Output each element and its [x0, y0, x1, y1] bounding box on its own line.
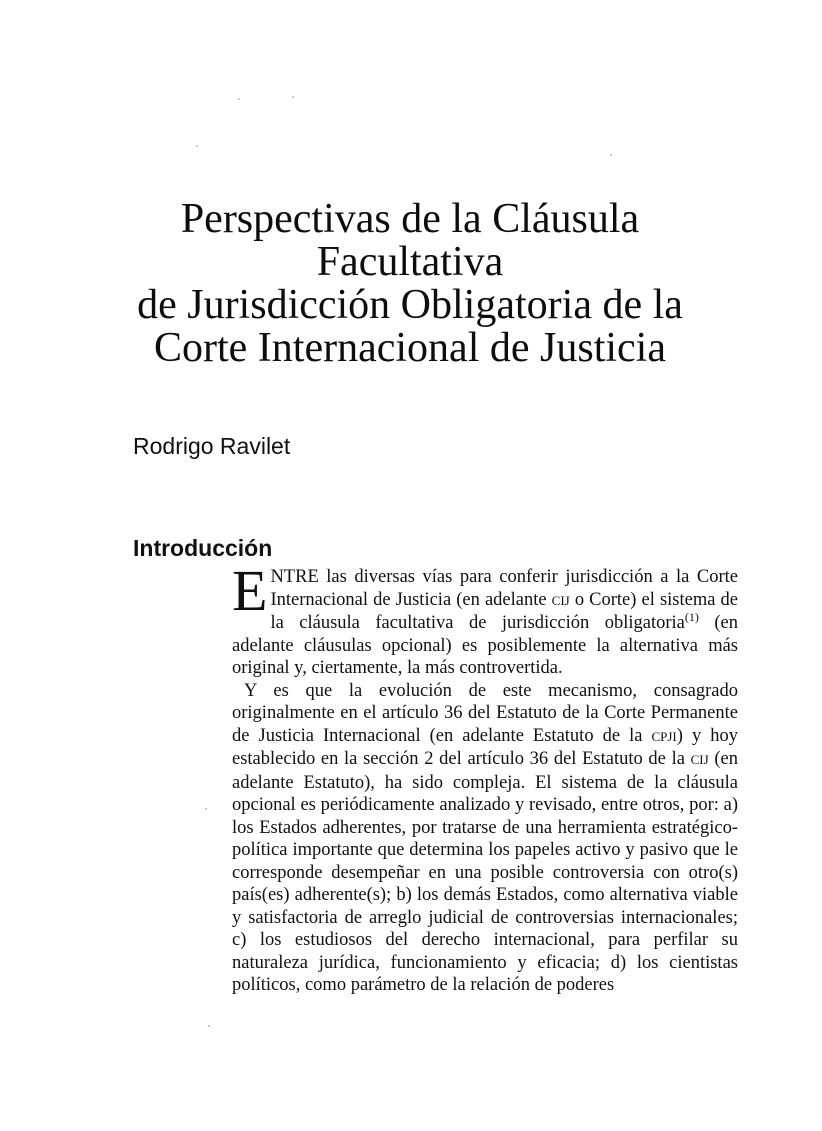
- title-line: de Jurisdicción Obligatoria de la: [137, 282, 683, 328]
- scan-speck: [205, 808, 207, 810]
- scan-speck: [238, 98, 240, 100]
- scan-speck: [292, 96, 294, 98]
- title-line: Corte Internacional de Justicia: [154, 325, 666, 371]
- paragraph: [232, 680, 738, 997]
- paragraph-text: (en adelante cláusulas opcional) es posiblemente la alternativa más original y, ciertamente, la más controvertida.: [232, 613, 738, 678]
- abbreviation: CIJ: [551, 592, 570, 608]
- paragraph-text: ) y hoy establecido en la sección 2 del artículo 36 del Estatuto de la: [232, 725, 738, 769]
- drop-cap: E: [232, 558, 268, 623]
- scan-speck: [610, 154, 612, 156]
- abbreviation: CIJ: [690, 752, 709, 767]
- title-line: Perspectivas de la Cláusula: [180, 196, 640, 242]
- section-heading: Introducción: [133, 535, 273, 561]
- abbreviation: CPJI: [651, 728, 677, 744]
- scan-speck: [196, 145, 198, 147]
- paragraph-text: Y es que la evolución de este mecanismo, consagrado originalmente en el artículo 36 del Estatuto de la Corte Permanente de Justicia Internacional (en adelante Estatuto de la: [232, 680, 738, 746]
- paragraph-text: (en adelante Estatuto), ha sido compleja. El sistema de la cláusula opcional es periódicamente analizado y revisado, entre otros, por: a) los Estados adherentes, por tratarse de una herramienta estratégico-política importante que determina los papeles activo y pasivo que le corresponde desempeñar en una posible controversia con otro(s) país(es) adherente(s); b) los demás Estados, como alternativa viable y satisfactoria de arreglo judicial de controversias internacionales; c) los estudiosos del derecho internacional, para perfilar su naturaleza jurídica, funcionamiento y eficacia; d) los cientistas políticos, como parámetro de la relación de poderes: [232, 749, 738, 995]
- article-body: [232, 558, 738, 997]
- document-title: [120, 198, 700, 370]
- paragraph: [232, 558, 738, 680]
- paragraph-text: NTRE las diversas vías para conferir jurisdicción a la Corte Internacional de Justicia (en adelante: [270, 567, 738, 610]
- title-line: Facultativa: [316, 239, 504, 285]
- scan-speck: [208, 1025, 210, 1027]
- paragraph-text: o Corte) el sistema de la cláusula facultativa de jurisdicción obligatoria: [270, 589, 738, 633]
- author-name: Rodrigo Ravilet: [133, 433, 291, 459]
- footnote-ref[interactable]: (1): [684, 609, 699, 624]
